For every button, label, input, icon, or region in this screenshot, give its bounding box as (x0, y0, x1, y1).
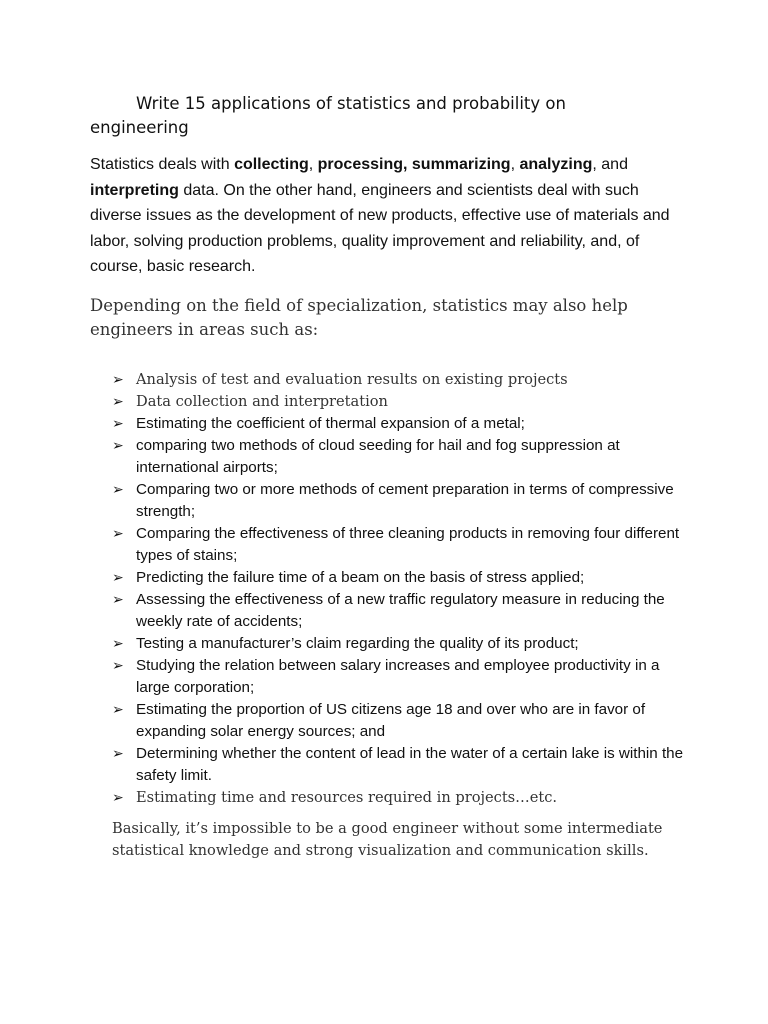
list-item (112, 787, 692, 809)
arrowhead-bullet-icon: ➢ (112, 482, 124, 498)
list-item (112, 567, 692, 589)
intro-bold-term: processing, summarizing (317, 156, 511, 173)
intro-text: Statistics deals with (90, 156, 235, 173)
arrowhead-bullet-icon: ➢ (112, 658, 124, 674)
intro-text: , (308, 156, 318, 173)
arrowhead-bullet-icon: ➢ (112, 636, 124, 652)
list-item-text: Data collection and interpretation (136, 393, 388, 410)
arrowhead-bullet-icon: ➢ (112, 372, 124, 388)
list-item-text: Studying the relation between salary increases and employee productivity in a large corporation; (136, 657, 660, 696)
arrowhead-bullet-icon: ➢ (112, 526, 124, 542)
arrowhead-bullet-icon: ➢ (112, 416, 124, 432)
list-item (112, 699, 692, 743)
arrowhead-bullet-icon: ➢ (112, 592, 124, 608)
arrowhead-bullet-icon: ➢ (112, 746, 124, 762)
list-item-text: Determining whether the content of lead in the water of a certain lake is within the safety limit. (136, 745, 684, 784)
document-heading: Write 15 applications of statistics and probability on engineering (90, 94, 566, 137)
list-item-text: Estimating the coefficient of thermal expansion of a metal; (136, 415, 525, 432)
list-item-text: Estimating the proportion of US citizens age 18 and over who are in favor of expanding solar energy sources; and (136, 701, 646, 740)
list-item (112, 633, 692, 655)
intro-bold-term: interpreting (90, 181, 179, 199)
list-item (112, 413, 692, 435)
intro-text: , and (592, 156, 628, 173)
closing-paragraph: Basically, it’s impossible to be a good engineer without some intermediate statistical knowledge and strong visualization and communication skills. (112, 820, 663, 859)
list-item-text: Assessing the effectiveness of a new traffic regulatory measure in reducing the weekly rate of accidents; (136, 591, 665, 630)
list-item-text: Testing a manufacturer’s claim regarding the quality of its product; (136, 635, 579, 652)
list-item (112, 743, 692, 787)
arrowhead-bullet-icon: ➢ (112, 570, 124, 586)
list-item (112, 479, 692, 523)
list-item (112, 391, 692, 413)
list-item-text: Estimating time and resources required in projects…etc. (136, 789, 558, 806)
list-item (112, 589, 692, 633)
list-item (112, 435, 692, 479)
list-item (112, 369, 692, 391)
list-item (112, 655, 692, 699)
list-item (112, 523, 692, 567)
arrowhead-bullet-icon: ➢ (112, 438, 124, 454)
lead-paragraph: Depending on the field of specialization, statistics may also help engineers in areas such as: (90, 296, 628, 339)
list-item-text: comparing two methods of cloud seeding for hail and fog suppression at international airports; (136, 437, 620, 476)
applications-list (112, 369, 692, 809)
intro-bold-term: collecting (234, 156, 309, 173)
list-item-text: Comparing two or more methods of cement preparation in terms of compressive strength; (136, 481, 674, 520)
arrowhead-bullet-icon: ➢ (112, 702, 124, 718)
list-item-text: Analysis of test and evaluation results on existing projects (136, 371, 568, 388)
intro-paragraph (90, 152, 690, 280)
intro-text: , (510, 156, 520, 173)
arrowhead-bullet-icon: ➢ (112, 790, 124, 806)
arrowhead-bullet-icon: ➢ (112, 394, 124, 410)
intro-text: data. On the other hand, engineers and scientists deal with such diverse issues as the development of new products, effective use of materials and labor, solving production problems, quality improvement and reliability, and, of course, basic research. (90, 181, 670, 275)
intro-bold-term: analyzing (519, 156, 593, 173)
list-item-text: Predicting the failure time of a beam on the basis of stress applied; (136, 569, 585, 586)
list-item-text: Comparing the effectiveness of three cleaning products in removing four different types of stains; (136, 525, 680, 564)
